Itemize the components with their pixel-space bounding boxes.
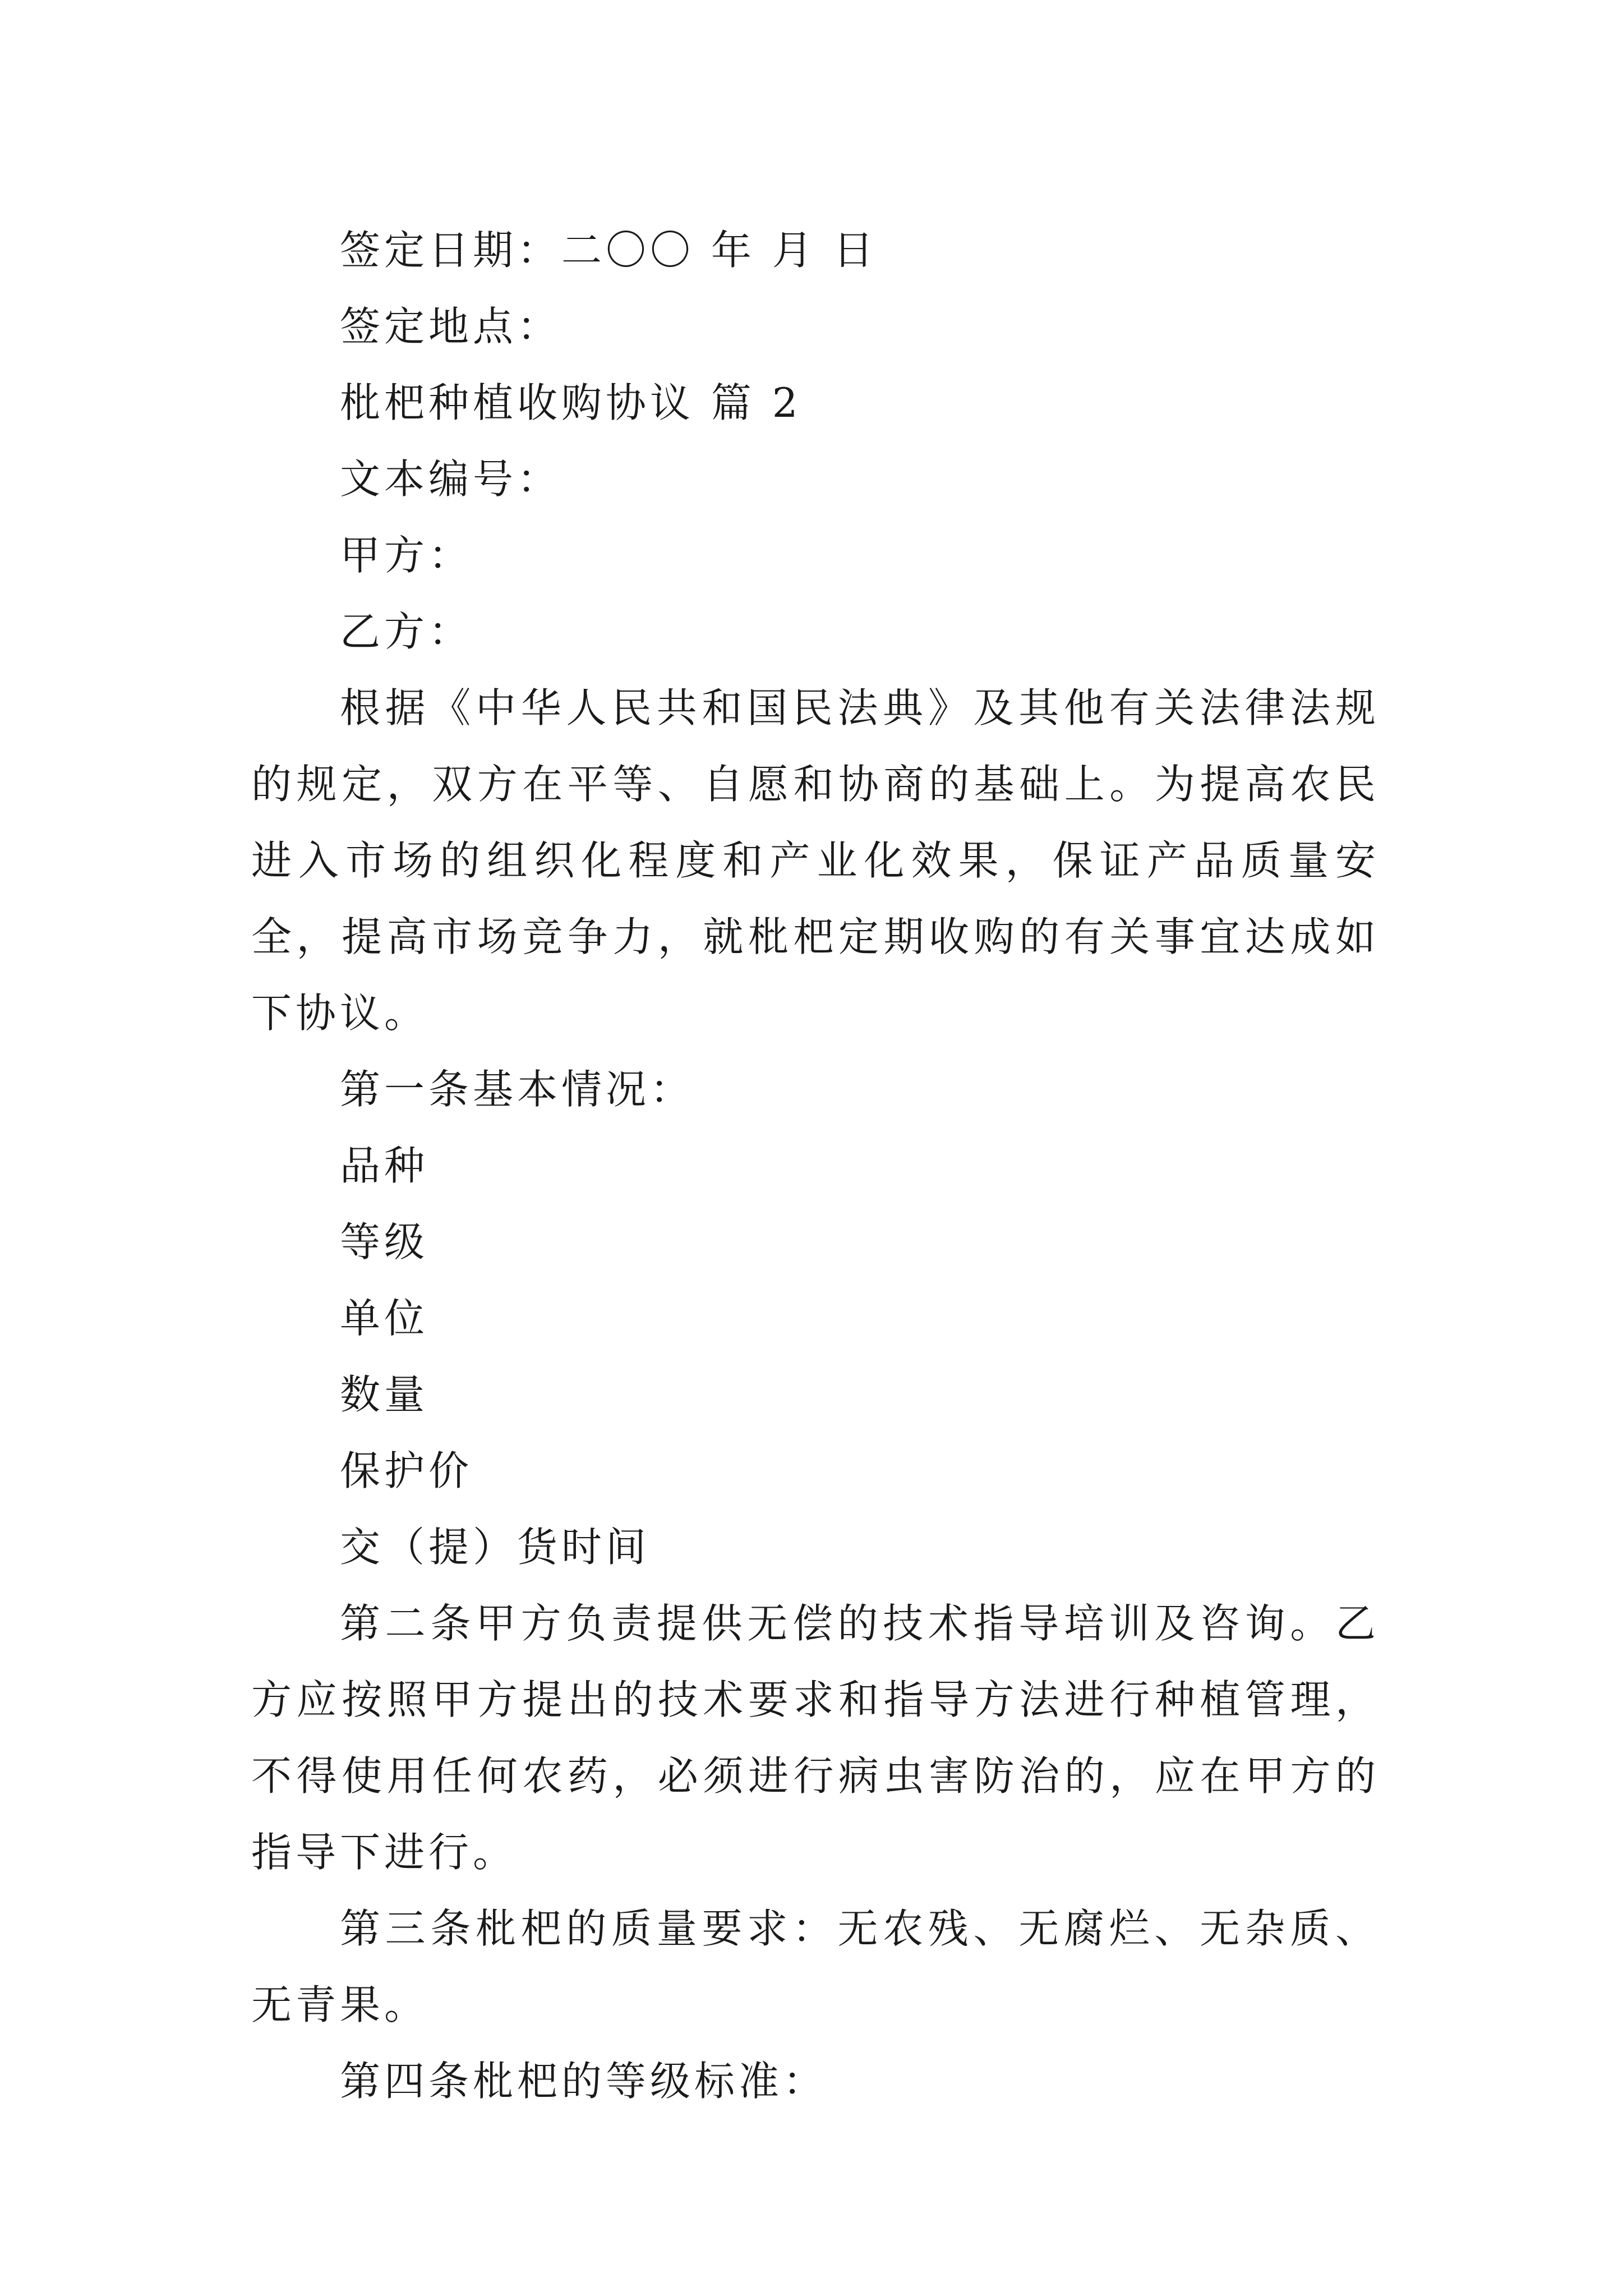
agreement-title: 枇杷种植收购协议 篇 2 (340, 379, 802, 426)
party-a-line: 甲方： (340, 532, 473, 579)
article-3-paragraph: 第三条枇杷的质量要求：无农残、无腐烂、无杂质、无青果。 (251, 1905, 1380, 2028)
article-1-item-grade: 等级 (340, 1218, 429, 1266)
article-1-item-unit: 单位 (340, 1295, 429, 1342)
party-b-line: 乙方： (340, 608, 473, 655)
article-1-item-quantity: 数量 (340, 1371, 429, 1418)
article-2-paragraph: 第二条甲方负责提供无偿的技术指导培训及咨询。乙方应按照甲方提出的技术要求和指导方法进行种植管理，不得使用任何农药，必须进行病虫害防治的，应在甲方的指导下进行。 (251, 1600, 1380, 1876)
article-1-item-delivery-time: 交（提）货时间 (340, 1524, 651, 1571)
article-1-item-protection-price: 保护价 (340, 1447, 473, 1494)
document-body (251, 212, 1380, 2119)
article-1-title: 第一条基本情况： (340, 1066, 695, 1113)
signing-place-line: 签定地点： (340, 303, 562, 350)
article-1-item-variety: 品种 (340, 1142, 429, 1189)
article-4-title: 第四条枇杷的等级标准： (340, 2058, 828, 2105)
preamble-paragraph: 根据《中华人民共和国民法典》及其他有关法律法规的规定，双方在平等、自愿和协商的基础上。为提高农民进入市场的组织化程度和产业化效果，保证产品质量安全，提高市场竞争力，就枇杷定期收购的有关事宜达成如下协议。 (251, 684, 1380, 1037)
document-number-line: 文本编号： (340, 455, 562, 503)
signing-date-line: 签定日期：二〇〇 年 月 日 (340, 227, 878, 274)
